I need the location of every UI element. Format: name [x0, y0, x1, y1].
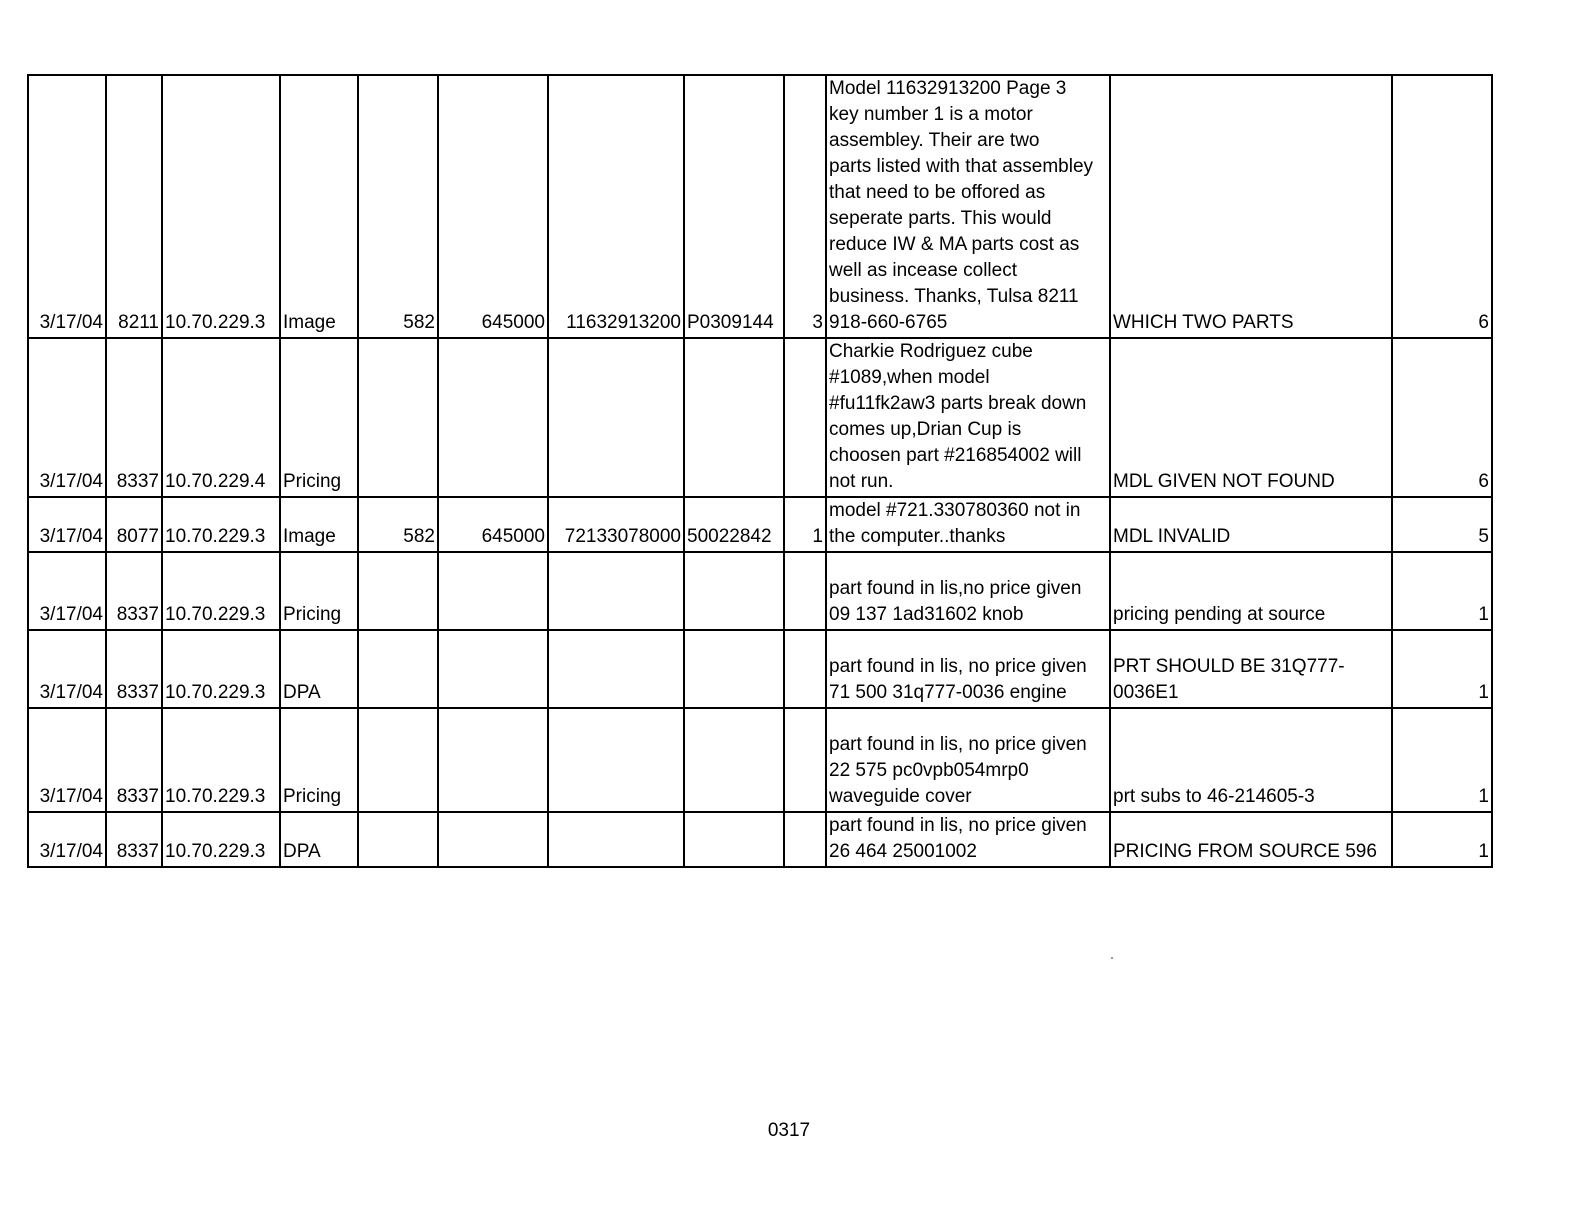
ip-cell: 10.70.229.4 [162, 338, 280, 497]
code2-cell [438, 552, 548, 630]
comment-cell-line: comes up,Drian Cup is [829, 419, 1022, 440]
comment-cell-line: business. Thanks, Tulsa 8211 [829, 286, 1079, 307]
model-cell: 11632913200 [548, 75, 684, 338]
response-cell [1110, 552, 1392, 630]
code2-cell [438, 812, 548, 867]
code2-cell [438, 338, 548, 497]
qty-cell [784, 338, 826, 497]
id-cell: 8337 [106, 708, 162, 812]
code1-cell [358, 552, 438, 630]
code2-cell: 645000 [438, 497, 548, 552]
scan-speck [1111, 957, 1113, 959]
comment-cell-line: 26 464 25001002 [829, 841, 977, 862]
comment-cell [826, 75, 1110, 338]
comment-cell-line: part found in lis, no price given [829, 656, 1087, 677]
response-cell-line: MDL GIVEN NOT FOUND [1113, 471, 1335, 492]
date-cell: 3/17/04 [28, 338, 106, 497]
table-row [28, 630, 1492, 708]
table-row [28, 497, 1492, 552]
comment-cell-line: Charkie Rodriguez cube [829, 341, 1033, 362]
comment-cell-line: well as incease collect [829, 260, 1017, 281]
response-cell-line: prt subs to 46-214605-3 [1113, 786, 1315, 807]
comment-cell-line: 918-660-6765 [829, 312, 948, 333]
type-cell: Image [280, 75, 358, 338]
id-cell: 8211 [106, 75, 162, 338]
model-cell [548, 552, 684, 630]
type-cell: Pricing [280, 338, 358, 497]
part-cell [684, 552, 784, 630]
qty-cell [784, 812, 826, 867]
part-cell: P0309144 [684, 75, 784, 338]
page-number: 0317 [767, 1120, 811, 1141]
response-cell-line: 0036E1 [1113, 682, 1179, 703]
comment-cell-line: that need to be offored as [829, 182, 1046, 203]
comment-cell [826, 630, 1110, 708]
comment-cell-line: seperate parts. This would [829, 208, 1052, 229]
part-cell [684, 630, 784, 708]
count-cell: 1 [1392, 552, 1492, 630]
response-cell [1110, 75, 1392, 338]
code2-cell: 645000 [438, 75, 548, 338]
comment-cell-line: part found in lis, no price given [829, 815, 1087, 836]
qty-cell [784, 552, 826, 630]
qty-cell [784, 630, 826, 708]
comment-cell-line: #1089,when model [829, 367, 990, 388]
ip-cell: 10.70.229.3 [162, 497, 280, 552]
part-cell [684, 338, 784, 497]
comment-cell [826, 708, 1110, 812]
qty-cell: 3 [784, 75, 826, 338]
response-cell [1110, 497, 1392, 552]
qty-cell [784, 708, 826, 812]
code1-cell [358, 630, 438, 708]
code1-cell: 582 [358, 497, 438, 552]
comment-cell-line: part found in lis,no price given [829, 578, 1082, 599]
response-cell [1110, 630, 1392, 708]
comment-cell [826, 497, 1110, 552]
ip-cell: 10.70.229.3 [162, 812, 280, 867]
qty-cell: 1 [784, 497, 826, 552]
code2-cell [438, 630, 548, 708]
count-cell: 1 [1392, 630, 1492, 708]
comment-cell-line: assembley. Their are two [829, 130, 1040, 151]
table-row [28, 708, 1492, 812]
date-cell: 3/17/04 [28, 552, 106, 630]
response-cell-line: MDL INVALID [1113, 526, 1231, 547]
id-cell: 8077 [106, 497, 162, 552]
model-cell [548, 338, 684, 497]
table-row [28, 812, 1492, 867]
response-cell-line: PRICING FROM SOURCE 596 [1113, 841, 1377, 862]
comment-cell-line: reduce IW & MA parts cost as [829, 234, 1080, 255]
type-cell: DPA [280, 630, 358, 708]
comment-cell-line: 09 137 1ad31602 knob [829, 604, 1024, 625]
model-cell [548, 812, 684, 867]
id-cell: 8337 [106, 630, 162, 708]
code2-cell [438, 708, 548, 812]
comment-cell-line: key number 1 is a motor [829, 104, 1033, 125]
code1-cell [358, 708, 438, 812]
count-cell: 5 [1392, 497, 1492, 552]
count-cell: 6 [1392, 75, 1492, 338]
comment-cell-line: 71 500 31q777-0036 engine [829, 682, 1067, 703]
part-cell [684, 812, 784, 867]
ip-cell: 10.70.229.3 [162, 630, 280, 708]
comment-cell-line: model #721.330780360 not in [829, 500, 1081, 521]
table-row [28, 552, 1492, 630]
table-row [28, 75, 1492, 338]
comment-cell-line: Model 11632913200 Page 3 [829, 78, 1067, 99]
comment-cell [826, 552, 1110, 630]
comment-cell-line: waveguide cover [829, 786, 972, 807]
comment-cell-line: parts listed with that assembley [829, 156, 1094, 177]
code1-cell: 582 [358, 75, 438, 338]
response-cell-line: pricing pending at source [1113, 604, 1326, 625]
count-cell: 6 [1392, 338, 1492, 497]
date-cell: 3/17/04 [28, 630, 106, 708]
comment-cell [826, 338, 1110, 497]
id-cell: 8337 [106, 552, 162, 630]
comment-cell-line: choosen part #216854002 will [829, 445, 1082, 466]
type-cell: Image [280, 497, 358, 552]
id-cell: 8337 [106, 812, 162, 867]
type-cell: Pricing [280, 708, 358, 812]
comment-cell-line: part found in lis, no price given [829, 734, 1087, 755]
response-cell [1110, 812, 1392, 867]
date-cell: 3/17/04 [28, 812, 106, 867]
ip-cell: 10.70.229.3 [162, 552, 280, 630]
comment-cell-line: #fu11fk2aw3 parts break down [829, 393, 1087, 414]
response-cell-line: PRT SHOULD BE 31Q777- [1113, 656, 1345, 677]
comment-cell-line: not run. [829, 471, 894, 492]
comment-cell [826, 812, 1110, 867]
part-cell [684, 708, 784, 812]
date-cell: 3/17/04 [28, 708, 106, 812]
ip-cell: 10.70.229.3 [162, 708, 280, 812]
code1-cell [358, 812, 438, 867]
comment-cell-line: 22 575 pc0vpb054mrp0 [829, 760, 1029, 781]
count-cell: 1 [1392, 812, 1492, 867]
response-cell [1110, 708, 1392, 812]
code1-cell [358, 338, 438, 497]
response-cell-line: WHICH TWO PARTS [1113, 312, 1294, 333]
date-cell: 3/17/04 [28, 497, 106, 552]
table-row [28, 338, 1492, 497]
model-cell: 72133078000 [548, 497, 684, 552]
part-cell: 50022842 [684, 497, 784, 552]
type-cell: Pricing [280, 552, 358, 630]
model-cell [548, 708, 684, 812]
count-cell: 1 [1392, 708, 1492, 812]
model-cell [548, 630, 684, 708]
response-cell [1110, 338, 1392, 497]
ip-cell: 10.70.229.3 [162, 75, 280, 338]
date-cell: 3/17/04 [28, 75, 106, 338]
comment-cell-line: the computer..thanks [829, 526, 1006, 547]
id-cell: 8337 [106, 338, 162, 497]
type-cell: DPA [280, 812, 358, 867]
record-table [27, 74, 1493, 868]
